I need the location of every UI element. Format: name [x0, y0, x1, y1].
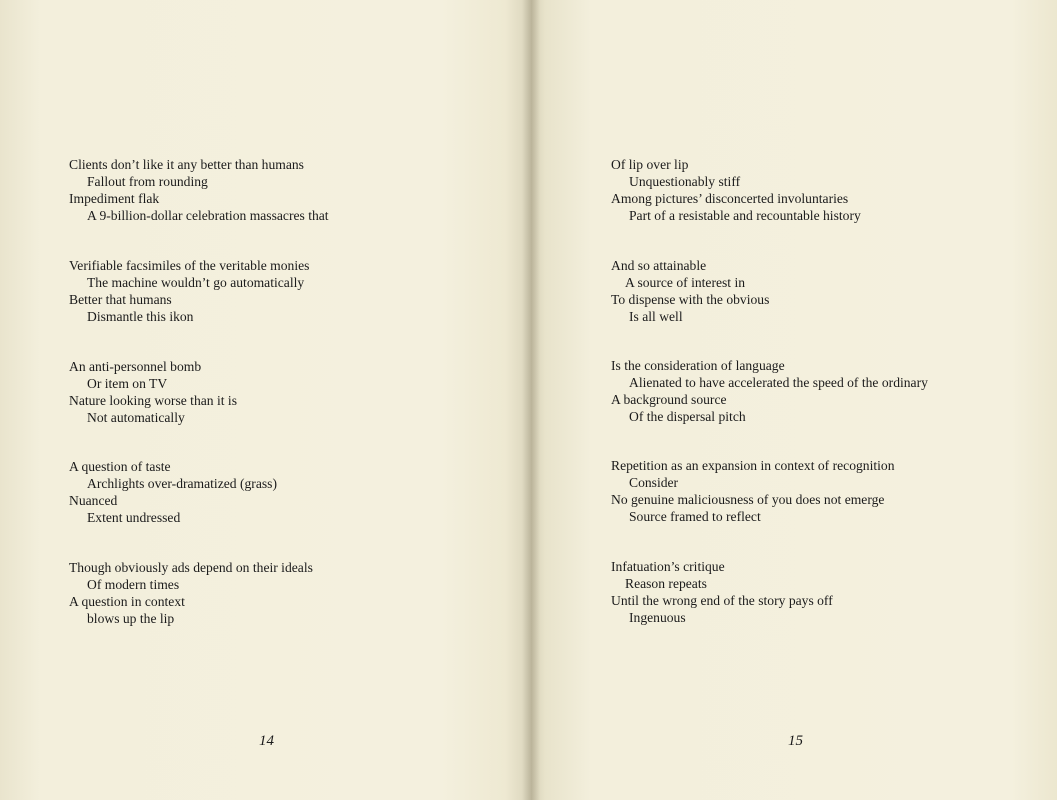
poem-line: Archlights over-dramatized (grass) — [87, 476, 277, 491]
poem-line: Of lip over lip — [611, 157, 689, 172]
poem-line: No genuine maliciousness of you does not emerge — [611, 492, 885, 507]
poem-line: A background source — [611, 392, 727, 407]
right-stanza-3 — [611, 357, 928, 425]
poem-line: A question in context — [69, 594, 185, 609]
poem-line: To dispense with the obvious — [611, 292, 770, 307]
poem-line: Is the consideration of language — [611, 358, 785, 373]
poem-line: A source of interest in — [625, 275, 746, 290]
poem-line: Repetition as an expansion in context of recognition — [611, 458, 895, 473]
poem-line: Nature looking worse than it is — [69, 393, 238, 408]
right-page — [531, 0, 1057, 800]
poem-line: Among pictures’ disconcerted involuntaries — [611, 191, 849, 206]
left-stanza-3 — [69, 358, 237, 426]
poem-line: Extent undressed — [87, 510, 181, 525]
poem-line: Is all well — [629, 309, 683, 324]
poem-line: The machine wouldn’t go automatically — [87, 275, 305, 290]
poem-line: Clients don’t like it any better than humans — [69, 157, 304, 172]
left-stanza-4 — [69, 458, 277, 526]
poem-line: Consider — [629, 475, 679, 490]
poem-line: Not automatically — [87, 410, 185, 425]
right-stanza-2 — [611, 257, 769, 325]
poem-line: Though obviously ads depend on their ideals — [69, 560, 313, 575]
poem-line: And so attainable — [611, 258, 707, 273]
page-number-right: 15 — [788, 733, 803, 749]
poem-line: Dismantle this ikon — [87, 309, 194, 324]
poem-line: Infatuation’s critique — [611, 559, 725, 574]
poem-line: Ingenuous — [629, 610, 686, 625]
right-stanza-1 — [611, 156, 861, 224]
poem-line: A 9-billion-dollar celebration massacres that — [87, 208, 329, 223]
left-stanza-1 — [69, 156, 329, 224]
left-stanza-5 — [69, 559, 313, 627]
poem-line: Fallout from rounding — [87, 174, 208, 189]
poem-line: Until the wrong end of the story pays off — [611, 593, 833, 608]
poem-line: Source framed to reflect — [629, 509, 761, 524]
poem-line: Of the dispersal pitch — [629, 409, 746, 424]
poem-line: Part of a resistable and recountable history — [629, 208, 861, 223]
poem-line: Of modern times — [87, 577, 180, 592]
poem-line: An anti-personnel bomb — [69, 359, 202, 374]
page-number-left: 14 — [259, 733, 274, 749]
poem-line: Verifiable facsimiles of the veritable monies — [69, 258, 310, 273]
poem-line: Nuanced — [69, 493, 118, 508]
poem-line: Impediment flak — [69, 191, 160, 206]
poem-line: blows up the lip — [87, 611, 175, 626]
right-stanza-4 — [611, 457, 895, 525]
poem-line: A question of taste — [69, 459, 171, 474]
poem-line: Better that humans — [69, 292, 172, 307]
right-stanza-5 — [611, 558, 833, 626]
poem-line: Alienated to have accelerated the speed of the ordinary — [629, 375, 928, 390]
poem-line: Or item on TV — [87, 376, 168, 391]
poem-line: Unquestionably stiff — [629, 174, 741, 189]
poem-line: Reason repeats — [625, 576, 707, 591]
left-stanza-2 — [69, 257, 309, 325]
